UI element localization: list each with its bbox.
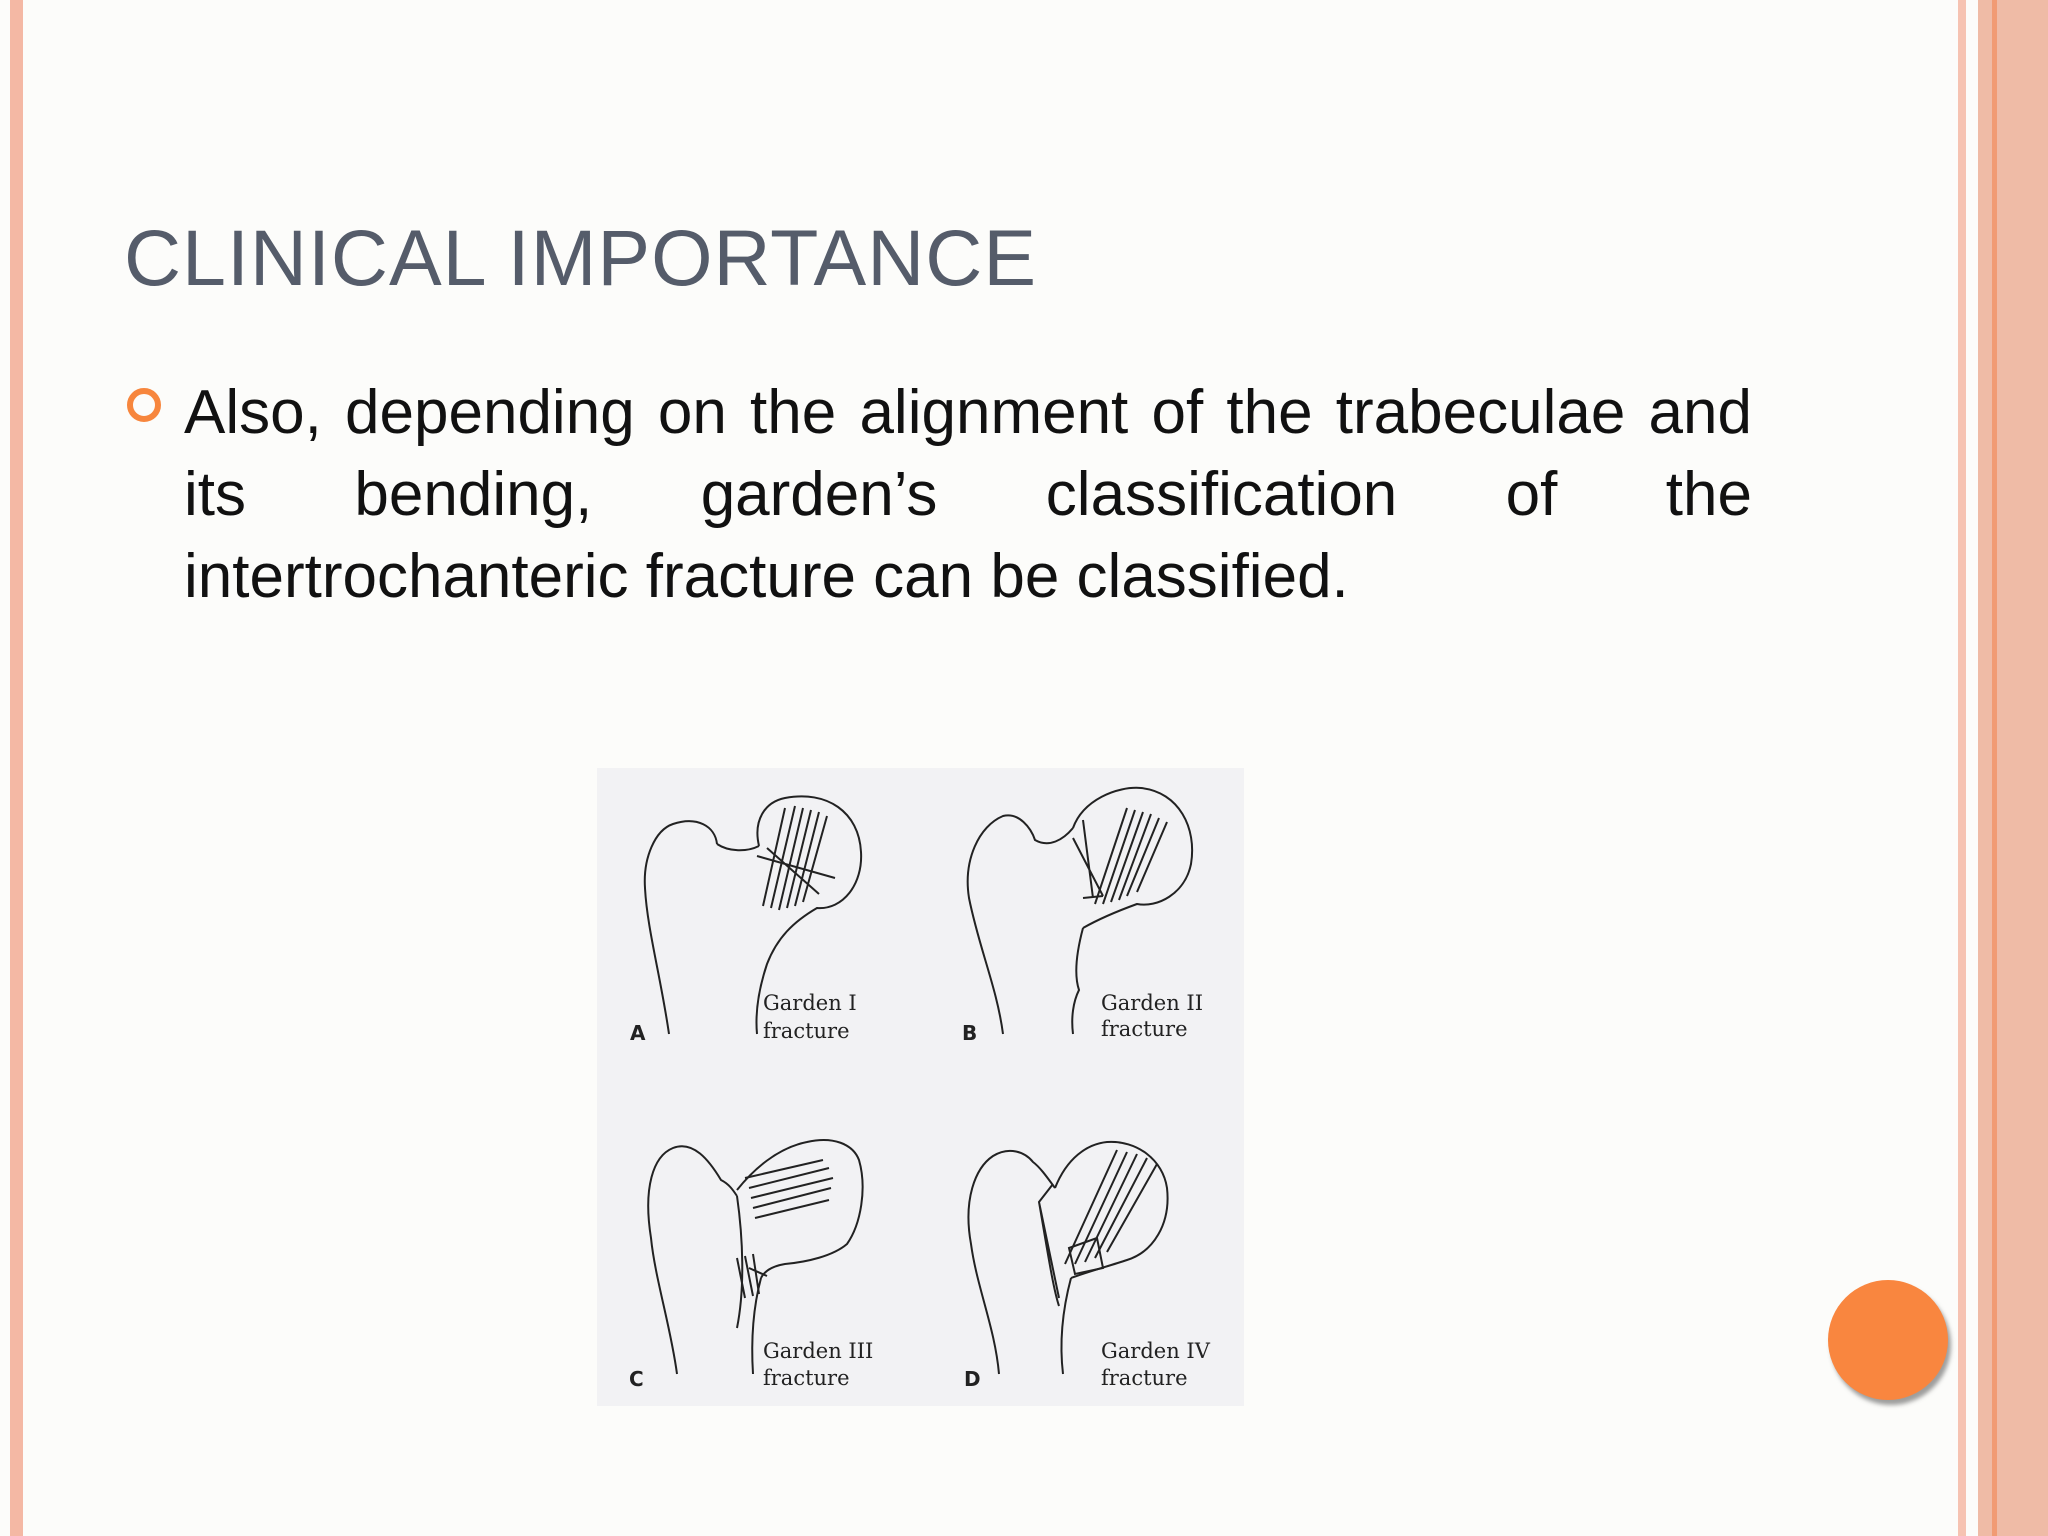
panel-caption-b-line1: Garden II [1101,991,1203,1015]
decorative-orange-circle [1828,1280,1948,1400]
bullet-text: Also, depending on the alignment of the trabeculae and its bending, garden’s classification of the intertrochanteric fracture can be classified. [184,378,1752,611]
panel-letter-c: C [629,1367,644,1391]
bullet-ring-icon [127,388,161,422]
panel-caption-c-line1: Garden III [763,1339,874,1363]
panel-letter-d: D [964,1367,981,1391]
panel-caption-a-line1: Garden I [763,991,857,1015]
panel-caption-d-line2: fracture [1101,1366,1188,1390]
garden-classification-figure [597,768,1244,1406]
femur-diagram [597,768,1244,1406]
panel-letter-b: B [962,1021,978,1045]
left-border-bar [10,0,23,1536]
right-border-accent-line [1992,0,1997,1536]
panel-letter-a: A [630,1021,646,1045]
panel-caption-b-line2: fracture [1101,1017,1188,1041]
right-border-stripe [1958,0,1966,1536]
panel-caption-c-line2: fracture [763,1366,850,1390]
slide-title: CLINICAL IMPORTANCE [124,213,1038,302]
panel-caption-d-line1: Garden IV [1101,1339,1210,1363]
panel-caption-a-line2: fracture [763,1019,850,1043]
right-border-band [1978,0,2048,1536]
